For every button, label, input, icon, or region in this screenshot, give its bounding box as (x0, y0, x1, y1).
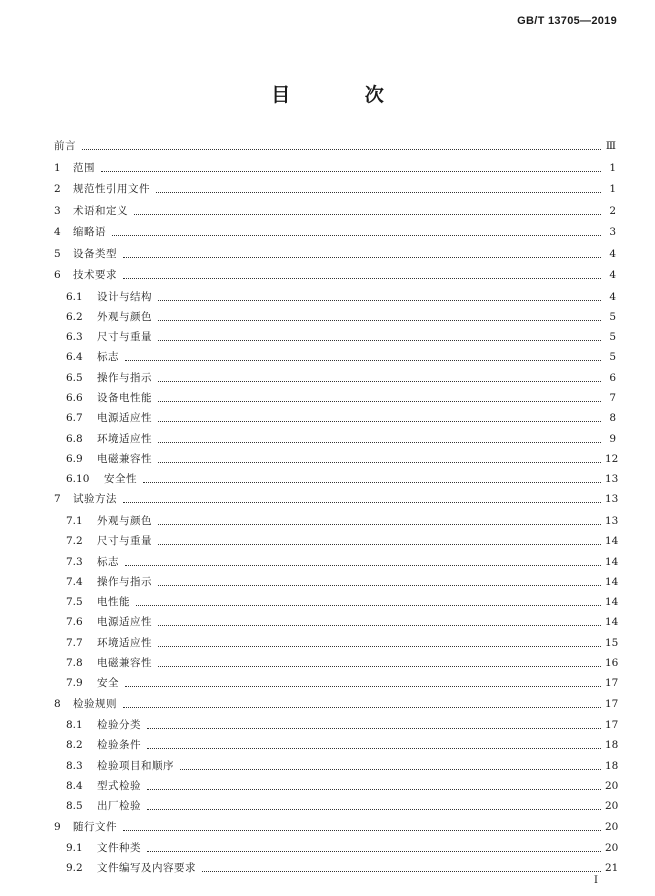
toc-entry-number: 9 (54, 820, 61, 833)
toc-entry-number: 7.2 (66, 535, 83, 548)
toc-entry[interactable] (54, 331, 616, 344)
toc-entry-page: 12 (605, 452, 619, 465)
toc-entry-page: 5 (609, 351, 616, 364)
dot-leader (123, 278, 601, 279)
toc-entry-title: 检验项目和顺序 (97, 759, 174, 772)
toc-entry-page: 14 (605, 575, 619, 588)
toc-entry-title: 文件种类 (97, 842, 141, 855)
toc-entry-title: 规范性引用文件 (73, 183, 150, 195)
dot-leader (123, 257, 601, 258)
dot-leader (158, 340, 601, 341)
toc-entry-number: 8.2 (66, 739, 83, 752)
toc-entry[interactable] (54, 800, 619, 813)
toc-entry-number: 9.1 (66, 842, 83, 855)
toc-entry-title: 设备类型 (73, 247, 117, 260)
toc-entry[interactable] (54, 226, 616, 239)
toc-entry[interactable] (54, 433, 616, 446)
toc-entry-title: 电磁兼容性 (97, 452, 152, 465)
toc-entry-page: 4 (609, 247, 616, 260)
dot-leader (125, 686, 601, 687)
toc-entry[interactable] (54, 514, 619, 528)
toc-entry-page: 14 (605, 535, 619, 548)
toc-entry-page: 3 (609, 226, 616, 238)
toc-entry-number: 7.4 (66, 575, 83, 588)
toc-entry[interactable] (54, 248, 616, 261)
dot-leader (147, 748, 601, 749)
dot-leader (143, 482, 601, 483)
toc-entry[interactable] (54, 311, 616, 324)
toc-entry[interactable] (54, 555, 619, 569)
toc-entry[interactable] (54, 575, 619, 589)
toc-entry-title: 检验规则 (73, 697, 117, 710)
toc-entry-title: 检验条件 (97, 739, 141, 752)
dot-leader (158, 320, 601, 321)
page-number: I (594, 875, 598, 886)
toc-entry-number: 1 (54, 161, 61, 174)
toc-entry-title: 缩略语 (73, 226, 106, 238)
toc-entry[interactable] (54, 739, 619, 752)
toc-entry-title: 外观与颜色 (97, 514, 152, 527)
toc-entry[interactable] (54, 596, 619, 609)
toc-entry-title: 尺寸与重量 (97, 535, 152, 548)
toc-entry-page: 4 (609, 290, 616, 303)
toc-entry-number: 4 (54, 226, 61, 238)
toc-entry-page: 16 (605, 657, 619, 670)
toc-entry-page: 1 (609, 183, 616, 195)
dot-leader (158, 462, 601, 463)
dot-leader (158, 442, 601, 443)
toc-entry-page: 17 (605, 719, 619, 732)
toc-entry-title: 设备电性能 (97, 391, 152, 404)
dot-leader (158, 381, 601, 382)
toc-entry[interactable] (54, 291, 616, 304)
toc-entry-page: 8 (609, 412, 616, 425)
toc-entry-page: 4 (609, 269, 616, 281)
toc-entry-number: 8.3 (66, 759, 83, 772)
toc-entry-page: 20 (605, 800, 619, 813)
toc-entry-page: 6 (609, 371, 616, 384)
toc-entry[interactable] (54, 842, 619, 855)
dot-leader (147, 851, 601, 852)
dot-leader (123, 707, 601, 708)
toc-entry-title: 电源适应性 (97, 616, 152, 629)
toc-entry-title: 操作与指示 (97, 371, 152, 384)
toc-entry-title: 电源适应性 (97, 412, 152, 425)
toc-entry[interactable] (54, 636, 619, 650)
toc-entry-number: 6.3 (66, 331, 83, 344)
toc-entry-page: 18 (605, 759, 619, 772)
toc-entry-page: 13 (605, 493, 619, 506)
toc-entry-page: 17 (605, 677, 619, 690)
toc-entry[interactable] (54, 269, 616, 282)
toc-entry-number: 3 (54, 204, 61, 217)
toc-entry-number: 2 (54, 183, 61, 195)
dot-leader (125, 565, 601, 566)
dot-leader (158, 421, 601, 422)
toc-entry[interactable] (54, 473, 619, 486)
toc-entry[interactable] (54, 862, 619, 875)
toc-entry-number: 7.6 (66, 616, 83, 629)
toc-entry[interactable] (54, 657, 619, 670)
dot-leader (158, 585, 601, 586)
toc-entry[interactable] (54, 535, 619, 548)
toc-entry-number: 9.2 (66, 862, 83, 875)
toc-entry-number: 6.2 (66, 310, 83, 323)
toc-entry[interactable] (54, 452, 619, 466)
toc-entry-number: 6.10 (66, 473, 90, 486)
toc-entry-title: 技术要求 (73, 269, 117, 281)
toc-entry-number: 8.1 (66, 719, 83, 732)
dot-leader (158, 646, 601, 647)
toc-entry-number: 6.8 (66, 432, 83, 445)
toc-entry-title: 范围 (73, 161, 95, 174)
toc-entry-title: 安全 (97, 677, 119, 690)
toc-entry-number: 7.7 (66, 636, 83, 649)
toc-entry-page: 5 (609, 331, 616, 344)
toc-entry-title: 电性能 (97, 596, 130, 609)
toc-entry[interactable] (54, 162, 616, 175)
toc-entry-title: 操作与指示 (97, 575, 152, 588)
toc-entry[interactable] (54, 677, 619, 690)
dot-leader (123, 830, 601, 831)
toc-entry-page: 14 (605, 555, 619, 568)
toc-entry-page: 14 (605, 616, 619, 629)
dot-leader (202, 871, 601, 872)
dot-leader (136, 605, 601, 606)
dot-leader (101, 171, 601, 172)
toc-entry-title: 标志 (97, 555, 119, 568)
dot-leader (112, 235, 601, 236)
dot-leader (158, 544, 601, 545)
toc-entry-number: 7.8 (66, 657, 83, 670)
toc-entry-title: 环境适应性 (97, 636, 152, 649)
toc-entry-page: 17 (605, 697, 619, 710)
toc-entry-number: 6.6 (66, 391, 83, 404)
toc-entry-page: 1 (609, 161, 616, 174)
toc-entry-number: 8.4 (66, 780, 83, 793)
dot-leader (158, 524, 601, 525)
toc-entry[interactable] (54, 205, 616, 218)
toc-entry-page: 7 (609, 391, 616, 404)
dot-leader (134, 214, 601, 215)
toc-entry-title: 外观与颜色 (97, 310, 152, 323)
toc-entry-page: 15 (605, 636, 619, 649)
toc-entry-number: 7.3 (66, 555, 83, 568)
toc-entry[interactable] (54, 183, 616, 196)
dot-leader (158, 666, 601, 667)
toc-entry-page: 20 (605, 820, 619, 833)
toc-entry-page: 14 (605, 596, 619, 609)
toc-entry[interactable] (54, 697, 619, 711)
toc-entry[interactable] (54, 820, 619, 834)
toc-entry-title: 电磁兼容性 (97, 657, 152, 670)
toc-entry-number: 6.5 (66, 371, 83, 384)
toc-entry-number: 6.4 (66, 351, 83, 364)
toc-entry[interactable] (54, 351, 616, 364)
dot-leader (82, 149, 601, 150)
toc-entry-title: 型式检验 (97, 780, 141, 793)
toc-entry-title: 试验方法 (73, 493, 117, 506)
toc-entry-title: 术语和定义 (73, 204, 128, 217)
toc-entry-page: 5 (609, 310, 616, 323)
toc-entry-title: 前言 (54, 140, 76, 152)
toc-entry-number: 7.1 (66, 514, 83, 527)
toc-entry-number: 7.5 (66, 596, 83, 609)
toc-entry-number: 8 (54, 697, 61, 710)
toc-entry-title: 检验分类 (97, 719, 141, 732)
toc-entry-number: 6 (54, 269, 61, 281)
toc-entry-number: 6.9 (66, 452, 83, 465)
toc-entry-page: Ⅲ (605, 140, 616, 152)
standard-code: GB/T 13705—2019 (517, 15, 617, 27)
toc-entry-number: 5 (54, 247, 61, 260)
toc-entry[interactable] (54, 412, 616, 425)
dot-leader (147, 728, 601, 729)
toc-entry-page: 2 (609, 204, 616, 217)
toc-entry-title: 随行文件 (73, 820, 117, 833)
toc-entry-number: 6.7 (66, 412, 83, 425)
toc-entry-page: 9 (609, 432, 616, 445)
toc-entry-title: 标志 (97, 351, 119, 364)
toc-entry-page: 20 (605, 842, 619, 855)
dot-leader (180, 769, 601, 770)
dot-leader (158, 401, 601, 402)
toc-entry-title: 文件编写及内容要求 (97, 862, 196, 875)
dot-leader (158, 300, 601, 301)
toc-entry-page: 20 (605, 780, 619, 793)
toc-entry-page: 21 (605, 862, 619, 875)
dot-leader (125, 360, 601, 361)
dot-leader (147, 809, 601, 810)
toc-entry-number: 7 (54, 493, 61, 506)
toc-entry[interactable] (54, 719, 619, 732)
toc-entry-page: 13 (605, 514, 619, 527)
toc-entry[interactable] (54, 616, 619, 629)
toc-entry[interactable] (54, 493, 619, 506)
toc-entry[interactable] (54, 780, 619, 793)
toc-entry-number: 6.1 (66, 290, 83, 303)
toc-entry[interactable] (54, 392, 616, 405)
toc-entry-title: 出厂检验 (97, 800, 141, 813)
dot-leader (158, 625, 601, 626)
dot-leader (123, 502, 601, 503)
toc-entry[interactable] (54, 140, 616, 153)
page-title: 目 次 (271, 84, 418, 106)
toc-entry-title: 安全性 (104, 473, 137, 486)
toc-entry-number: 7.9 (66, 677, 83, 690)
dot-leader (156, 192, 601, 193)
toc-entry-title: 尺寸与重量 (97, 331, 152, 344)
toc-entry-page: 18 (605, 739, 619, 752)
toc-entry[interactable] (54, 759, 619, 773)
toc-entry-number: 8.5 (66, 800, 83, 813)
toc-entry-title: 环境适应性 (97, 432, 152, 445)
table-of-contents (54, 140, 619, 883)
toc-entry-page: 13 (605, 473, 619, 486)
toc-entry[interactable] (54, 372, 616, 385)
dot-leader (147, 789, 601, 790)
toc-entry-title: 设计与结构 (97, 290, 152, 303)
